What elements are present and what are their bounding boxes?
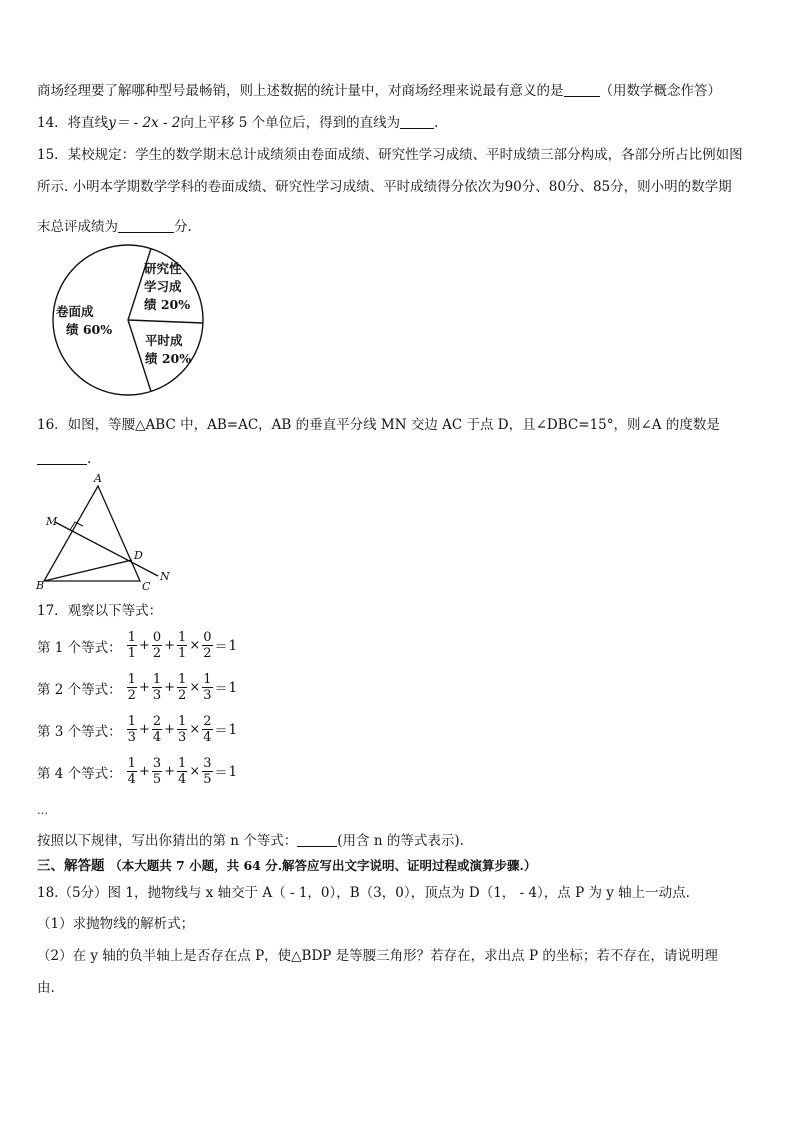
section3-heading: [37, 857, 536, 875]
equation-label: 第 3 个等式：: [37, 723, 122, 740]
pie-slice-label-2-line-1: 绩 20%: [145, 351, 192, 366]
equation-rhs: 1: [228, 679, 238, 696]
q15-line3-suffix: 分.: [174, 219, 192, 235]
equation-rhs: 1: [228, 637, 238, 654]
pie-slice-label-1-line-0: 研究性: [144, 261, 182, 276]
q18-part-2: （2）在 y 轴的负半轴上是否存在点 P，使△BDP 是等腰三角形？若存在，求出点 P 的坐标；若不存在，请说明理: [37, 948, 718, 964]
q16-line-1: 16．如图，等腰△ABC 中，AB=AC，AB 的垂直平分线 MN 交边 AC 于点 D，且∠DBC=15°，则∠A 的度数是: [37, 417, 720, 433]
fraction: $\frac{1}{2}$: [127, 672, 136, 703]
equation-label: 第 2 个等式：: [37, 681, 122, 698]
q16-line-2: [37, 450, 91, 468]
pie-chart-figure: [48, 244, 208, 396]
q17-prompt-prefix: 按照以下规律，写出你猜出的第 n 个等式：: [37, 833, 298, 849]
q14-answer-blank[interactable]: [400, 114, 434, 129]
q14-end: .: [434, 115, 439, 131]
triangle-figure: [33, 470, 183, 595]
fraction: $\frac{3}{5}$: [203, 756, 212, 787]
equation-label: 第 1 个等式：: [37, 639, 122, 656]
q17-equation-3: 第 3 个等式： $\frac{1}{3}$ + $\frac{2}{4}$ + $\frac{1}{3}$ × $\frac{2}{4}$ ＝ 1: [37, 714, 238, 745]
label-c: C: [142, 580, 151, 593]
right-angle-mark: [70, 522, 83, 530]
equation-rhs: 1: [228, 763, 238, 780]
q15-answer-blank[interactable]: [118, 218, 174, 233]
fraction: $\frac{1}{1}$: [178, 630, 187, 661]
section3-title: 三、解答题: [37, 858, 105, 874]
pie-slice-label-2-line-0: 平时成: [145, 333, 183, 348]
q15-line-1: 15．某校规定：学生的数学期末总计成绩须由卷面成绩、研究性学习成绩、平时成绩三部分构成，各部分所占比例如图: [37, 147, 743, 163]
fraction: $\frac{1}{3}$: [203, 672, 212, 703]
label-b: B: [36, 579, 45, 592]
pie-slice-label-0-line-0: 卷面成: [56, 304, 94, 319]
segment-bd: [44, 560, 132, 581]
q13-line: [37, 82, 721, 100]
label-d: D: [134, 549, 143, 562]
q14-suffix: 向上平移 5 个单位后，得到的直线为: [180, 115, 401, 131]
q14-prefix: 14．将直线: [37, 115, 109, 131]
pie-slice-label-0-line-1: 绩 60%: [66, 322, 113, 337]
fraction: $\frac{2}{4}$: [152, 714, 162, 745]
q17-prompt-suffix: (用含 n 的等式表示).: [337, 833, 464, 849]
label-a: A: [94, 472, 102, 485]
fraction: $\frac{1}{2}$: [178, 672, 187, 703]
label-n: N: [160, 570, 170, 583]
q18-line-1: 18.（5分）图 1，抛物线与 x 轴交于 A（ - 1，0），B（3，0），顶点为 D（1， - 4），点 P 为 y 轴上一动点.: [37, 885, 690, 901]
pie-slice-label-1-line-1: 学习成: [144, 279, 182, 294]
q17-title: 17．观察以下等式：: [37, 603, 163, 619]
q17-answer-blank[interactable]: [297, 832, 337, 847]
fraction: $\frac{2}{4}$: [203, 714, 212, 745]
q17-ellipsis: …: [37, 804, 48, 817]
label-m: M: [46, 515, 58, 528]
pie-slice-label-1-line-2: 绩 20%: [144, 297, 191, 312]
fraction: $\frac{1}{3}$: [152, 672, 162, 703]
equation-label: 第 4 个等式：: [37, 765, 122, 782]
q13-tail: （用数学概念作答）: [599, 83, 721, 99]
q16-end: .: [87, 451, 92, 467]
q16-answer-blank[interactable]: [37, 450, 87, 465]
fraction: $\frac{1}{4}$: [178, 756, 187, 787]
q18-part-2-end: 由.: [37, 980, 55, 996]
q18-part-1: （1）求抛物线的解析式；: [37, 916, 195, 932]
fraction: $\frac{3}{5}$: [152, 756, 162, 787]
pie-divider-right: [128, 320, 203, 323]
fraction: $\frac{0}{2}$: [203, 630, 212, 661]
q15-line-2: 所示. 小明本学期数学学科的卷面成绩、研究性学习成绩、平时成绩得分依次为90分、80分、85分，则小明的数学期: [37, 179, 732, 195]
q15-line3-prefix: 末总评成绩为: [37, 219, 118, 235]
fraction: $\frac{1}{1}$: [127, 630, 136, 661]
q17-equation-1: 第 1 个等式： $\frac{1}{1}$ + $\frac{0}{2}$ + $\frac{1}{1}$ × $\frac{0}{2}$ ＝ 1: [37, 630, 238, 661]
q13-text: 商场经理要了解哪种型号最畅销，则上述数据的统计量中，对商场经理来说最有意义的是: [37, 83, 564, 99]
q15-line-3: [37, 218, 192, 236]
q17-prompt: [37, 832, 464, 850]
q13-answer-blank[interactable]: [564, 82, 600, 97]
fraction: $\frac{1}{3}$: [127, 714, 136, 745]
q14-line: [37, 114, 438, 132]
q14-expr: y＝ - 2x - 2: [108, 115, 181, 131]
q17-equation-4: 第 4 个等式： $\frac{1}{4}$ + $\frac{3}{5}$ + $\frac{1}{4}$ × $\frac{3}{5}$ ＝ 1: [37, 756, 238, 787]
fraction: $\frac{1}{4}$: [127, 756, 136, 787]
q17-equation-2: 第 2 个等式： $\frac{1}{2}$ + $\frac{1}{3}$ + $\frac{1}{2}$ × $\frac{1}{3}$ ＝ 1: [37, 672, 238, 703]
fraction: $\frac{1}{3}$: [178, 714, 187, 745]
triangle-abc: [44, 486, 140, 581]
fraction: $\frac{0}{2}$: [152, 630, 162, 661]
section3-note: （本大题共 7 小题，共 64 分.解答应写出文字说明、证明过程或演算步骤.）: [109, 858, 537, 873]
equation-rhs: 1: [228, 721, 238, 738]
